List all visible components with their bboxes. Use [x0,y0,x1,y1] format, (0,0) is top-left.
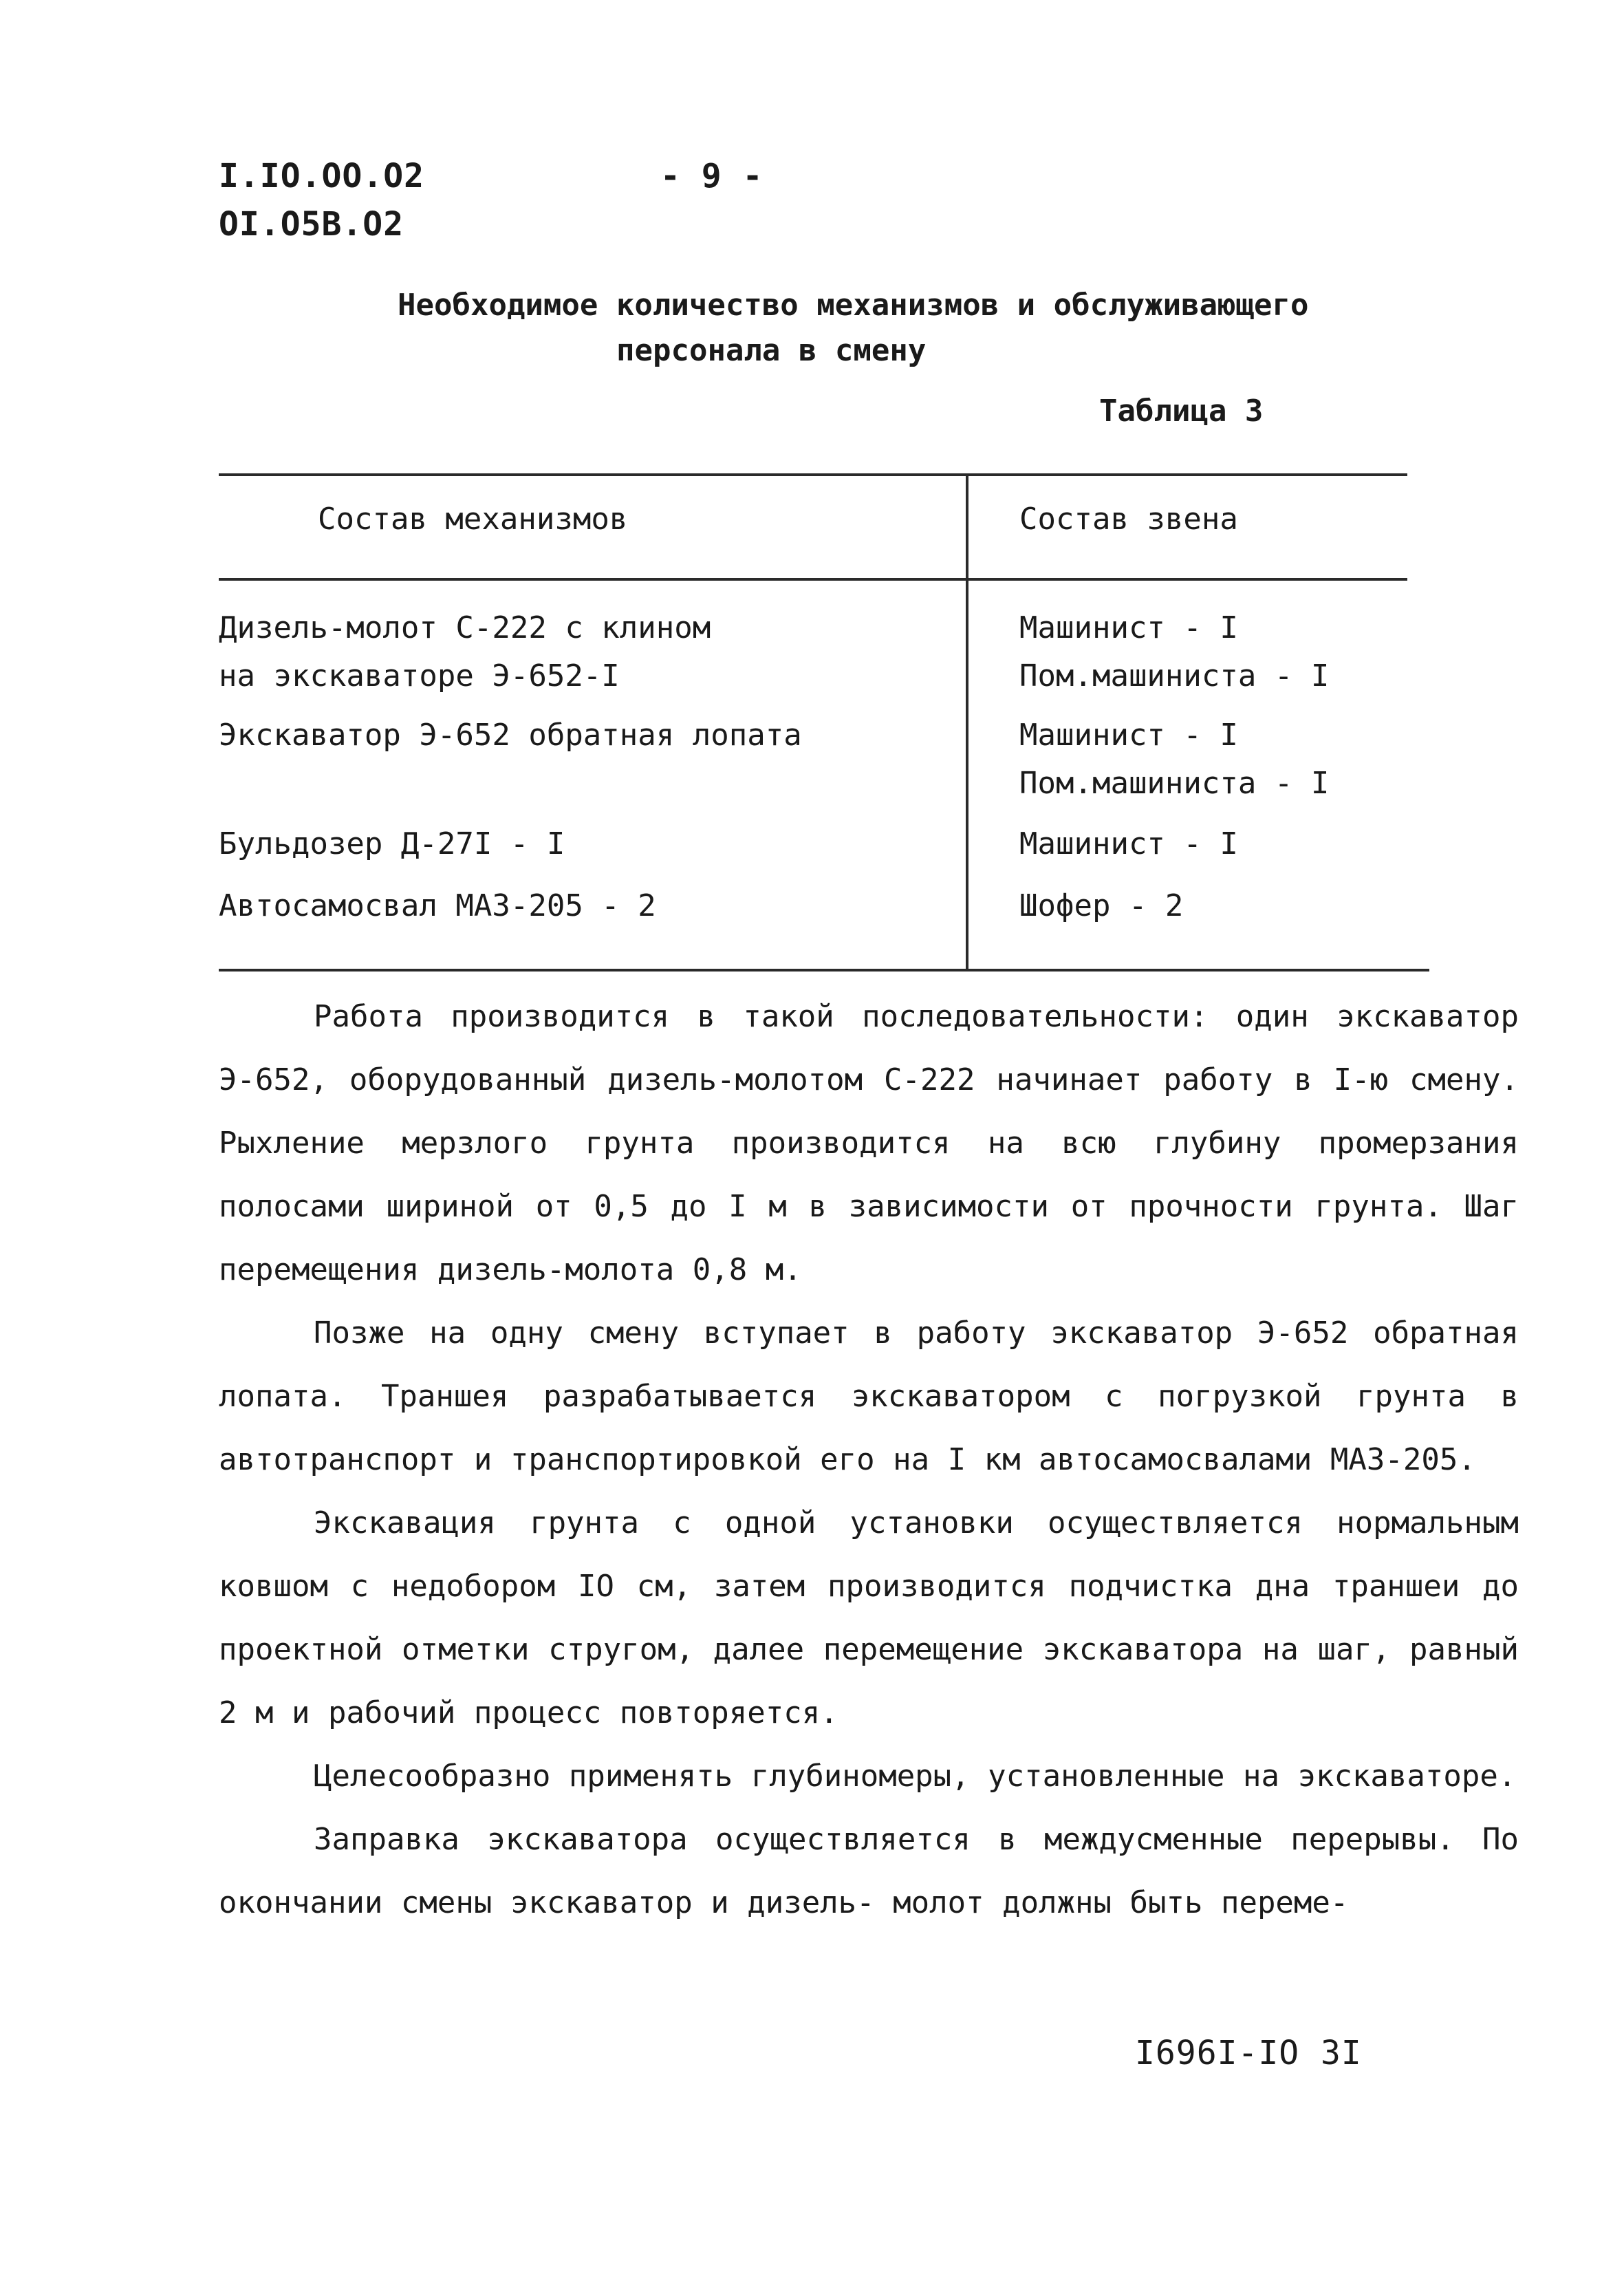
table-cell-mechanism: Экскаватор Э-652 обратная лопата [219,718,802,753]
table-title-line2: персонала в смену [616,333,927,368]
table-cell-mechanism: Бульдозер Д-27I - I [219,826,565,861]
table-cell-crew: Машинист - I [1019,610,1238,645]
document-code-line2: OI.O5B.O2 [219,205,404,244]
table-top-rule [219,473,1407,476]
table-column-divider [966,475,968,970]
body-text [219,985,1519,1935]
table-title-line1: Необходимое количество механизмов и обслуживающего [398,288,1309,323]
column-header-crew: Состав звена [1019,502,1238,537]
paragraph: Заправка экскаватора осуществляется в междусменные перерывы. По окончании смены экскаватор и дизель- молот должны быть переме- [219,1822,1519,1920]
table-cell-crew: Пом.машиниста - I [1019,766,1330,801]
table-bottom-rule [219,969,1429,971]
paragraph: Экскавация грунта с одной установки осуществляется нормальным ковшом с недобором IO см, затем производится подчистка дна траншеи до проектной отметки стругом, далее перемещение экскаватора на шаг, равный 2 м и рабочий процесс повторяется. [219,1505,1519,1730]
table-cell-crew: Машинист - I [1019,718,1238,753]
table-cell-crew: Пом.машиниста - I [1019,658,1330,694]
column-header-mechanisms: Состав механизмов [318,502,628,537]
sheet-number: 3I [1321,2034,1362,2072]
table-cell-crew: Шофер - 2 [1019,888,1184,923]
table-cell-crew: Машинист - I [1019,826,1238,861]
table-cell-mechanism: на экскаваторе Э-652-I [219,658,620,694]
page-number: - 9 - [660,157,764,195]
paragraph: Позже на одну смену вступает в работу экскаватор Э-652 обратная лопата. Траншея разрабатывается экскаватором с погрузкой грунта в автотранспорт и транспортировкой его на I км автосамосвалами МАЗ-205. [219,1316,1519,1477]
document-number: I696I-IO [1135,2034,1300,2072]
paragraph: Работа производится в такой последовательности: один экскаватор Э-652, оборудованный дизель-молотом С-222 начинает работу в I-ю смену. Рыхление мерзлого грунта производится на всю глубину промерзания полосами шириной от 0,5 до I м в зависимости от прочности грунта. Шаг перемещения дизель-молота 0,8 м. [219,999,1519,1287]
table-cell-mechanism: Автосамосвал МАЗ-205 - 2 [219,888,656,923]
table-cell-mechanism: Дизель-молот С-222 с клином [219,610,711,645]
table-label: Таблица 3 [1099,394,1264,429]
paragraph: Целесообразно применять глубиномеры, установленные на экскаваторе. [314,1759,1517,1794]
table-header-rule [219,578,1407,581]
document-code-line1: I.IO.OO.O2 [219,157,424,195]
